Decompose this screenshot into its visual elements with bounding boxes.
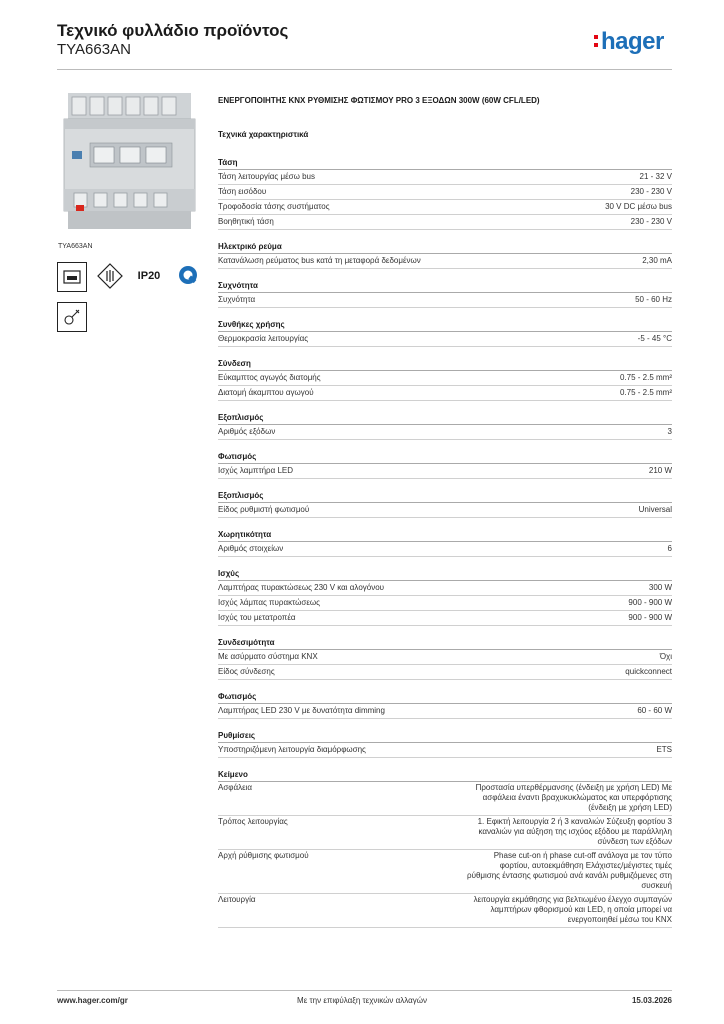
text-row — [218, 782, 672, 816]
knx-badge — [57, 262, 87, 292]
spec-section — [218, 637, 672, 680]
ce-badge — [96, 262, 124, 290]
spec-section — [218, 490, 672, 518]
spec-value: 6 — [667, 544, 672, 553]
spec-label: Συχνότητα — [218, 295, 256, 304]
spec-value: -5 - 45 °C — [637, 334, 672, 343]
spec-row — [218, 200, 672, 215]
section-title: Εξοπλισμός — [218, 412, 672, 425]
spec-section — [218, 568, 672, 626]
section-title: Τάση — [218, 157, 672, 170]
spec-section — [218, 280, 672, 308]
spec-label: Θερμοκρασία λειτουργίας — [218, 334, 309, 343]
section-title: Συνθήκες χρήσης — [218, 319, 672, 332]
section-title: Εξοπλισμός — [218, 490, 672, 503]
section-title: Σύνδεση — [218, 358, 672, 371]
spec-value: 3 — [667, 427, 672, 436]
spec-label: Αριθμός εξόδων — [218, 427, 276, 436]
ip20-badge: IP20 — [137, 270, 161, 282]
spec-row — [218, 464, 672, 479]
spec-label: Υποστηριζόμενη λειτουργία διαμόρφωσης — [218, 745, 366, 754]
section-title: Ηλεκτρικό ρεύμα — [218, 241, 672, 254]
spec-row — [218, 215, 672, 230]
text-value: λειτουργία εκμάθησης για βελτιωμένο έλεγχο συμπαγών λαμπτήρων φθορισμού και LED, η οποία μπορεί να ενεργοποιηθεί μέσω του KNX — [473, 895, 672, 924]
footer-date: 15.03.2026 — [631, 996, 672, 1005]
quickconnect-badge — [174, 262, 202, 290]
spec-section — [218, 358, 672, 401]
spec-row — [218, 332, 672, 347]
footer-divider — [57, 990, 672, 991]
text-label: Ασφάλεια — [218, 783, 253, 792]
spec-row — [218, 503, 672, 518]
spec-label: Ισχύς λαμπτήρα LED — [218, 466, 294, 475]
section-title: Ισχύς — [218, 568, 672, 581]
spec-row — [218, 371, 672, 386]
spec-label: Λαμπτήρας LED 230 V με δυνατότητα dimming — [218, 706, 385, 715]
spec-value: 50 - 60 Hz — [635, 295, 672, 304]
spec-label: Τάση εισόδου — [218, 187, 267, 196]
product-title: ΕΝΕΡΓΟΠΟΙΗΤΗΣ KNX ΡΥΘΜΙΣΗΣ ΦΩΤΙΣΜΟΥ PRO 3 ΕΞΟΔΩΝ 300W (60W CFL/LED) — [218, 96, 540, 105]
spec-row — [218, 293, 672, 308]
text-section — [218, 769, 672, 928]
footer-website: www.hager.com/gr — [57, 996, 128, 1005]
spec-value: Universal — [638, 505, 672, 514]
spec-row — [218, 665, 672, 680]
section-title: Κείμενο — [218, 769, 672, 782]
text-row — [218, 850, 672, 894]
specifications-panel — [218, 96, 672, 939]
spec-value: 0.75 - 2.5 mm² — [619, 373, 672, 382]
spec-label: Εύκαμπτος αγωγός διατομής — [218, 373, 321, 382]
spec-value: 300 W — [648, 583, 672, 592]
section-title: Συνδεσιμότητα — [218, 637, 672, 650]
spec-label: Βοηθητική τάση — [218, 217, 274, 226]
spec-label: Τάση λειτουργίας μέσω bus — [218, 172, 315, 181]
spec-label: Διατομή άκαμπτου αγωγού — [218, 388, 314, 397]
spec-label: Λαμπτήρας πυρακτώσεως 230 V και αλογόνου — [218, 583, 385, 592]
text-value: 1. Εφικτή λειτουργία 2 ή 3 καναλιών Σύζευξη φορτίου 3 καναλιών για αύξηση της ισχύος εξόδου με παράλληλη σύνδεση των εξόδων — [477, 817, 672, 846]
spec-value: 2,30 mA — [642, 256, 672, 265]
double-insulation-icon — [97, 263, 123, 289]
logo-text: hager — [601, 28, 664, 55]
spec-value: quickconnect — [625, 667, 672, 676]
text-label: Τρόπος λειτουργίας — [218, 817, 288, 826]
quickconnect-icon — [175, 263, 201, 289]
spec-value: 21 - 32 V — [639, 172, 672, 181]
spec-value: 230 - 230 V — [630, 217, 672, 226]
section-title: Χωρητικότητα — [218, 529, 672, 542]
spec-sections — [218, 157, 672, 758]
spec-label: Ισχύς λάμπας πυρακτώσεως — [218, 598, 321, 607]
spec-value: 60 - 60 W — [637, 706, 672, 715]
spec-section — [218, 241, 672, 269]
document-subtitle: TYA663AN — [57, 41, 131, 58]
spec-section — [218, 412, 672, 440]
spec-row — [218, 170, 672, 185]
tool-badge — [57, 302, 87, 332]
spec-value: 230 - 230 V — [630, 187, 672, 196]
text-row — [218, 816, 672, 850]
spec-value: 210 W — [648, 466, 672, 475]
section-title: Ρυθμίσεις — [218, 730, 672, 743]
spec-label: Με ασύρματο σύστημα KNX — [218, 652, 318, 661]
spec-value: 900 - 900 W — [628, 598, 672, 607]
text-value: Προστασία υπερθέρμανσης (ένδειξη με χρήση LED) Με ασφάλεια έναντι βραχυκυκλώματος και υπερφόρτισης (ένδειξη με χρήση LED) — [475, 783, 672, 812]
spec-row — [218, 743, 672, 758]
spec-row — [218, 254, 672, 269]
spec-section — [218, 157, 672, 230]
screwdriver-icon — [62, 307, 82, 327]
section-title: Συχνότητα — [218, 280, 672, 293]
spec-row — [218, 596, 672, 611]
document-title: Τεχνικό φυλλάδιο προϊόντος — [57, 21, 289, 40]
spec-value: 0.75 - 2.5 mm² — [619, 388, 672, 397]
text-value: Phase cut-on ή phase cut-off ανάλογα με τον τύπο φορτίου, αυτοεκμάθηση Ελάχιστες/μέγιστες τιμές ρύθμισης έντασης φωτισμού ανά κανάλι ρυθμιζόμενες στη συσκευή — [467, 851, 672, 890]
spec-section — [218, 730, 672, 758]
product-image — [58, 93, 201, 236]
spec-label: Κατανάλωση ρεύματος bus κατά τη μεταφορά δεδομένων — [218, 256, 421, 265]
spec-label: Είδος σύνδεσης — [218, 667, 275, 676]
spec-value: 30 V DC μέσω bus — [605, 202, 672, 211]
spec-value: ETS — [656, 745, 672, 754]
spec-label: Είδος ρυθμιστή φωτισμού — [218, 505, 310, 514]
spec-row — [218, 704, 672, 719]
header-divider — [57, 69, 672, 70]
spec-section — [218, 319, 672, 347]
section-title: Φωτισμός — [218, 451, 672, 464]
spec-section — [218, 451, 672, 479]
spec-row — [218, 386, 672, 401]
spec-section — [218, 691, 672, 719]
hager-logo — [594, 29, 664, 55]
knx-icon — [62, 267, 82, 287]
spec-row — [218, 650, 672, 665]
section-title: Φωτισμός — [218, 691, 672, 704]
spec-label: Τροφοδοσία τάσης συστήματος — [218, 202, 330, 211]
text-label: Λειτουργία — [218, 895, 256, 904]
spec-row — [218, 425, 672, 440]
spec-row — [218, 185, 672, 200]
spec-section — [218, 529, 672, 557]
text-label: Αρχή ρύθμισης φωτισμού — [218, 851, 309, 860]
spec-row — [218, 581, 672, 596]
spec-label: Αριθμός στοιχείων — [218, 544, 284, 553]
text-row — [218, 894, 672, 928]
characteristics-heading: Τεχνικά χαρακτηριστικά — [218, 130, 309, 139]
footer-note: Με την επιφύλαξη τεχνικών αλλαγών — [297, 996, 427, 1005]
product-caption: TYA663AN — [58, 243, 93, 250]
spec-row — [218, 542, 672, 557]
spec-value: Όχι — [659, 652, 672, 661]
spec-label: Ισχύς του μετατροπέα — [218, 613, 296, 622]
spec-value: 900 - 900 W — [628, 613, 672, 622]
spec-row — [218, 611, 672, 626]
